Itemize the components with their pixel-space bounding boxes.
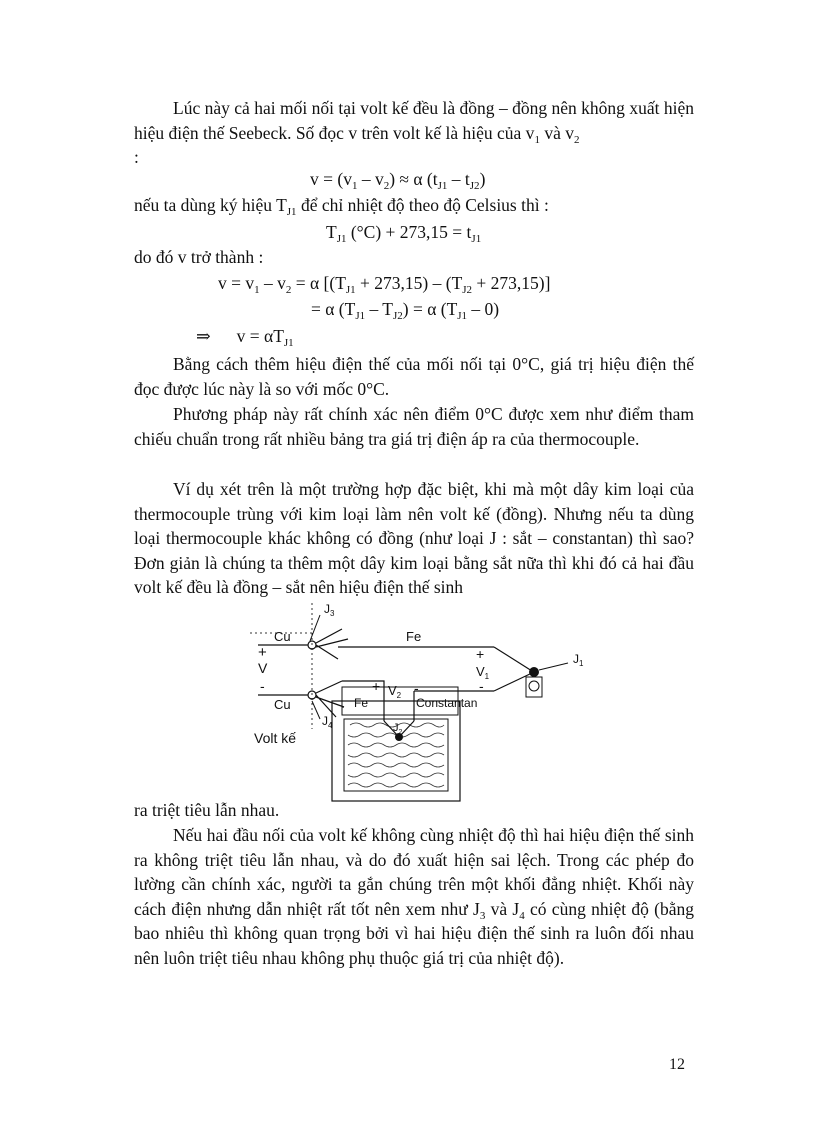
paragraph-accuracy: Phương pháp này rất chính xác nên điểm 0°C được xem như điểm tham chiếu chuẩn trong rất nhiều bảng tra giá trị điện áp ra của thermocouple.	[134, 404, 694, 449]
label-j3: $J_3$	[324, 602, 335, 618]
label-v: V	[258, 660, 268, 676]
label-cu-bottom: Cu	[274, 697, 291, 712]
equation-seebeck: $v = (v_1 - v_2) \approx \alpha$ $(t_{J1} - t_{J2})$	[310, 169, 486, 192]
label-fe-top: Fe	[406, 629, 422, 644]
label-cu-top: Cu	[274, 629, 291, 644]
label-plus-v: +	[258, 644, 267, 661]
label-constantan: Constantan	[416, 696, 478, 710]
paragraph-example-end: ra triệt tiêu lẫn nhau.	[134, 800, 280, 820]
label-v1: $V_1$	[476, 664, 490, 681]
label-j2: $J_2$	[393, 722, 403, 736]
implies-arrow: ⇒	[196, 326, 211, 346]
paragraph-intro: Lúc này cả hai mối nối tại volt kế đều là đồng – đồng nên không xuất hiện hiệu điện thế Seebeck. Số đọc v trên volt kế là hiệu của $v_1$ và $v_2$ :	[134, 98, 694, 167]
paragraph-example: Ví dụ xét trên là một trường hợp đặc biệt, khi mà một dây kim loại của thermocouple trùng với kim loại làm nên volt kế (đồng). Nhưng nếu ta dùng loại thermocouple khác không có đồng (như loại J : sắt – constantan) thì sao? Đơn giản là chúng ta thêm một dây kim loại bằng sắt nữa thì khi đó cả hai đầu volt kế đều là đồng – sắt nên hiệu điện thế sinh	[134, 479, 694, 597]
label-minus-v1: -	[479, 678, 484, 694]
equation-celsius: $T_{J1}$ $(^\circ C) + 273,15 = t_{J1}$	[326, 222, 482, 245]
label-v2: $V_2$	[388, 683, 402, 700]
notation-line: nếu ta dùng ký hiệu $T_{J1}$ để chỉ nhiệt độ theo độ Celsius thì :	[134, 195, 549, 218]
thermocouple-circuit-diagram	[250, 597, 584, 809]
label-plus-v1: +	[476, 646, 485, 662]
label-minus-v2: -	[414, 680, 419, 696]
equation-v-expansion: $v = v_1 - v_2 = \alpha$ $[(T_{J1} + 273,15) - (T_{J2} + 273,15)]$	[218, 273, 551, 296]
label-minus-v: -	[260, 678, 265, 694]
thus-line: do đó v trở thành :	[134, 247, 264, 267]
label-j4: $J_4$	[322, 714, 333, 730]
paragraph-isothermal-block: Nếu hai đầu nối của volt kế không cùng nhiệt độ thì hai hiệu điện thế sinh ra không triệt tiêu lẫn nhau, và do đó xuất hiện sai lệch. Trong các phép đo lường cần chính xác, người ta gắn chúng trên một khối đẳng nhiệt. Khối này cách điện nhưng dẫn nhiệt rất tốt nên xem như $J_3$ và $J_4$ có cùng nhiệt độ (bằng bao nhiêu thì không quan trọng bởi vì hai hiệu điện thế sinh ra luôn đối nhau nên luôn triệt tiêu nhau không phụ thuộc giá trị của nhiệt độ).	[134, 825, 694, 968]
label-plus-v2: +	[372, 678, 381, 694]
label-voltmeter: Volt kế	[254, 730, 297, 746]
equation-v-simplified: = α $(T_{J1} - T_{J2}) = \alpha$ $(T_{J1} - 0)$	[311, 299, 500, 322]
page-number: 12	[669, 1056, 685, 1073]
equation-v-result: ⇒ $v = \alpha T_{J1}$	[196, 326, 294, 349]
label-j1: $J_1$	[573, 652, 584, 668]
paragraph-reference-junction: Bằng cách thêm hiệu điện thế của mối nối tại 0°C, giá trị hiệu điện thế đọc được lúc này là so với mốc 0°C.	[134, 354, 694, 399]
label-fe-bath: Fe	[354, 696, 369, 710]
